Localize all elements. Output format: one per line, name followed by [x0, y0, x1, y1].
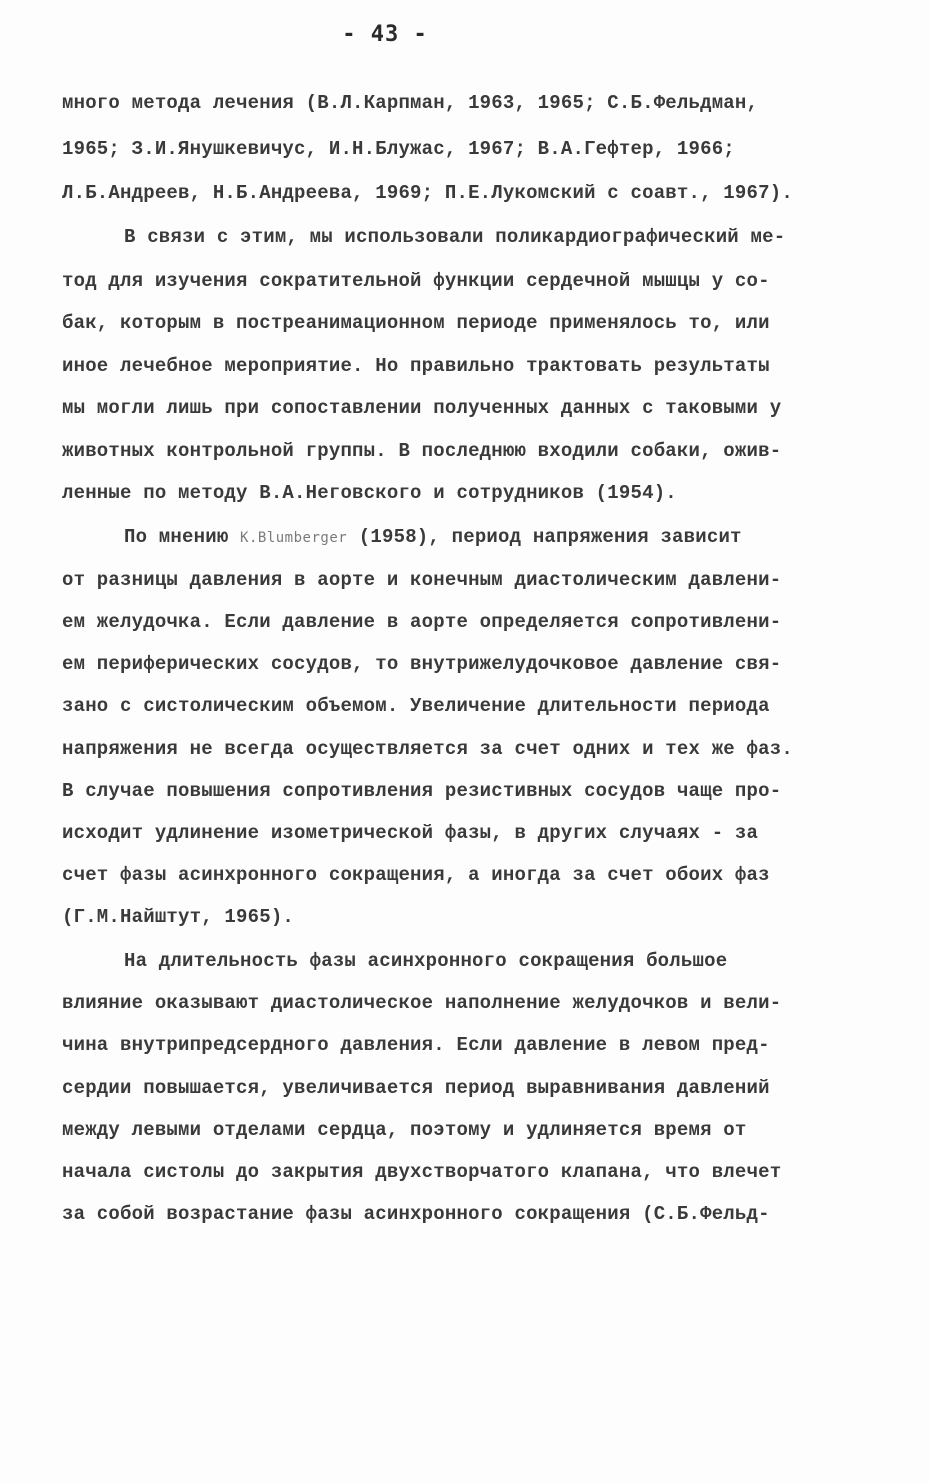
text-line: (Г.М.Найштут, 1965). — [62, 906, 295, 928]
text-line: счет фазы асинхронного сокращения, а иногда за счет обоих фаз — [62, 864, 770, 886]
text-line: исходит удлинение изометрической фазы, в других случаях - за — [62, 822, 759, 844]
text-line: иное лечебное мероприятие. Но правильно трактовать результаты — [62, 355, 770, 377]
text-fragment: (1958), период напряжения зависит — [358, 526, 742, 548]
text-line: На длительность фазы асинхронного сокращения большое — [124, 950, 728, 972]
text-line: мы могли лишь при сопоставлении полученных данных с таковыми у — [62, 397, 782, 419]
author-name-latin: K.Blumberger — [240, 530, 348, 546]
text-line: ем желудочка. Если давление в аорте определяется сопротивлени- — [62, 611, 782, 633]
text-line: В случае повышения сопротивления резистивных сосудов чаще про- — [62, 780, 782, 802]
text-line: Л.Б.Андреев, Н.Б.Андреева, 1969; П.Е.Лукомский с соавт., 1967). — [62, 182, 793, 204]
text-fragment: По мнению — [124, 526, 229, 548]
page-number: - 43 - — [342, 22, 428, 47]
text-line: ленные по методу В.А.Неговского и сотрудников (1954). — [62, 482, 677, 504]
text-line: бак, которым в постреанимационном периоде применялось то, или — [62, 312, 770, 334]
text-line: 1965; З.И.Янушкевичус, И.Н.Блужас, 1967; В.А.Гефтер, 1966; — [62, 138, 735, 160]
text-line: зано с систолическим объемом. Увеличение длительности периода — [62, 695, 770, 717]
text-line: между левыми отделами сердца, поэтому и удлиняется время от — [62, 1119, 747, 1141]
text-line: животных контрольной группы. В последнюю входили собаки, ожив- — [62, 440, 782, 462]
text-line: много метода лечения (В.Л.Карпман, 1963, 1965; С.Б.Фельдман, — [62, 92, 759, 114]
text-line: за собой возрастание фазы асинхронного сокращения (С.Б.Фельд- — [62, 1203, 770, 1225]
text-line: начала систолы до закрытия двухстворчатого клапана, что влечет — [62, 1161, 782, 1183]
text-line: ем периферических сосудов, то внутрижелудочковое давление свя- — [62, 653, 782, 675]
text-line: от разницы давления в аорте и конечным диастолическим давлени- — [62, 569, 782, 591]
text-line: чина внутрипредсердного давления. Если давление в левом пред- — [62, 1034, 770, 1056]
text-line: сердии повышается, увеличивается период выравнивания давлений — [62, 1077, 770, 1099]
text-line: В связи с этим, мы использовали поликардиографический ме- — [124, 226, 786, 248]
text-line: напряжения не всегда осуществляется за счет одних и тех же фаз. — [62, 738, 793, 760]
text-line — [124, 526, 742, 548]
text-line: влияние оказывают диастолическое наполнение желудочков и вели- — [62, 992, 782, 1014]
text-line: тод для изучения сократительной функции сердечной мышцы у со- — [62, 270, 770, 292]
